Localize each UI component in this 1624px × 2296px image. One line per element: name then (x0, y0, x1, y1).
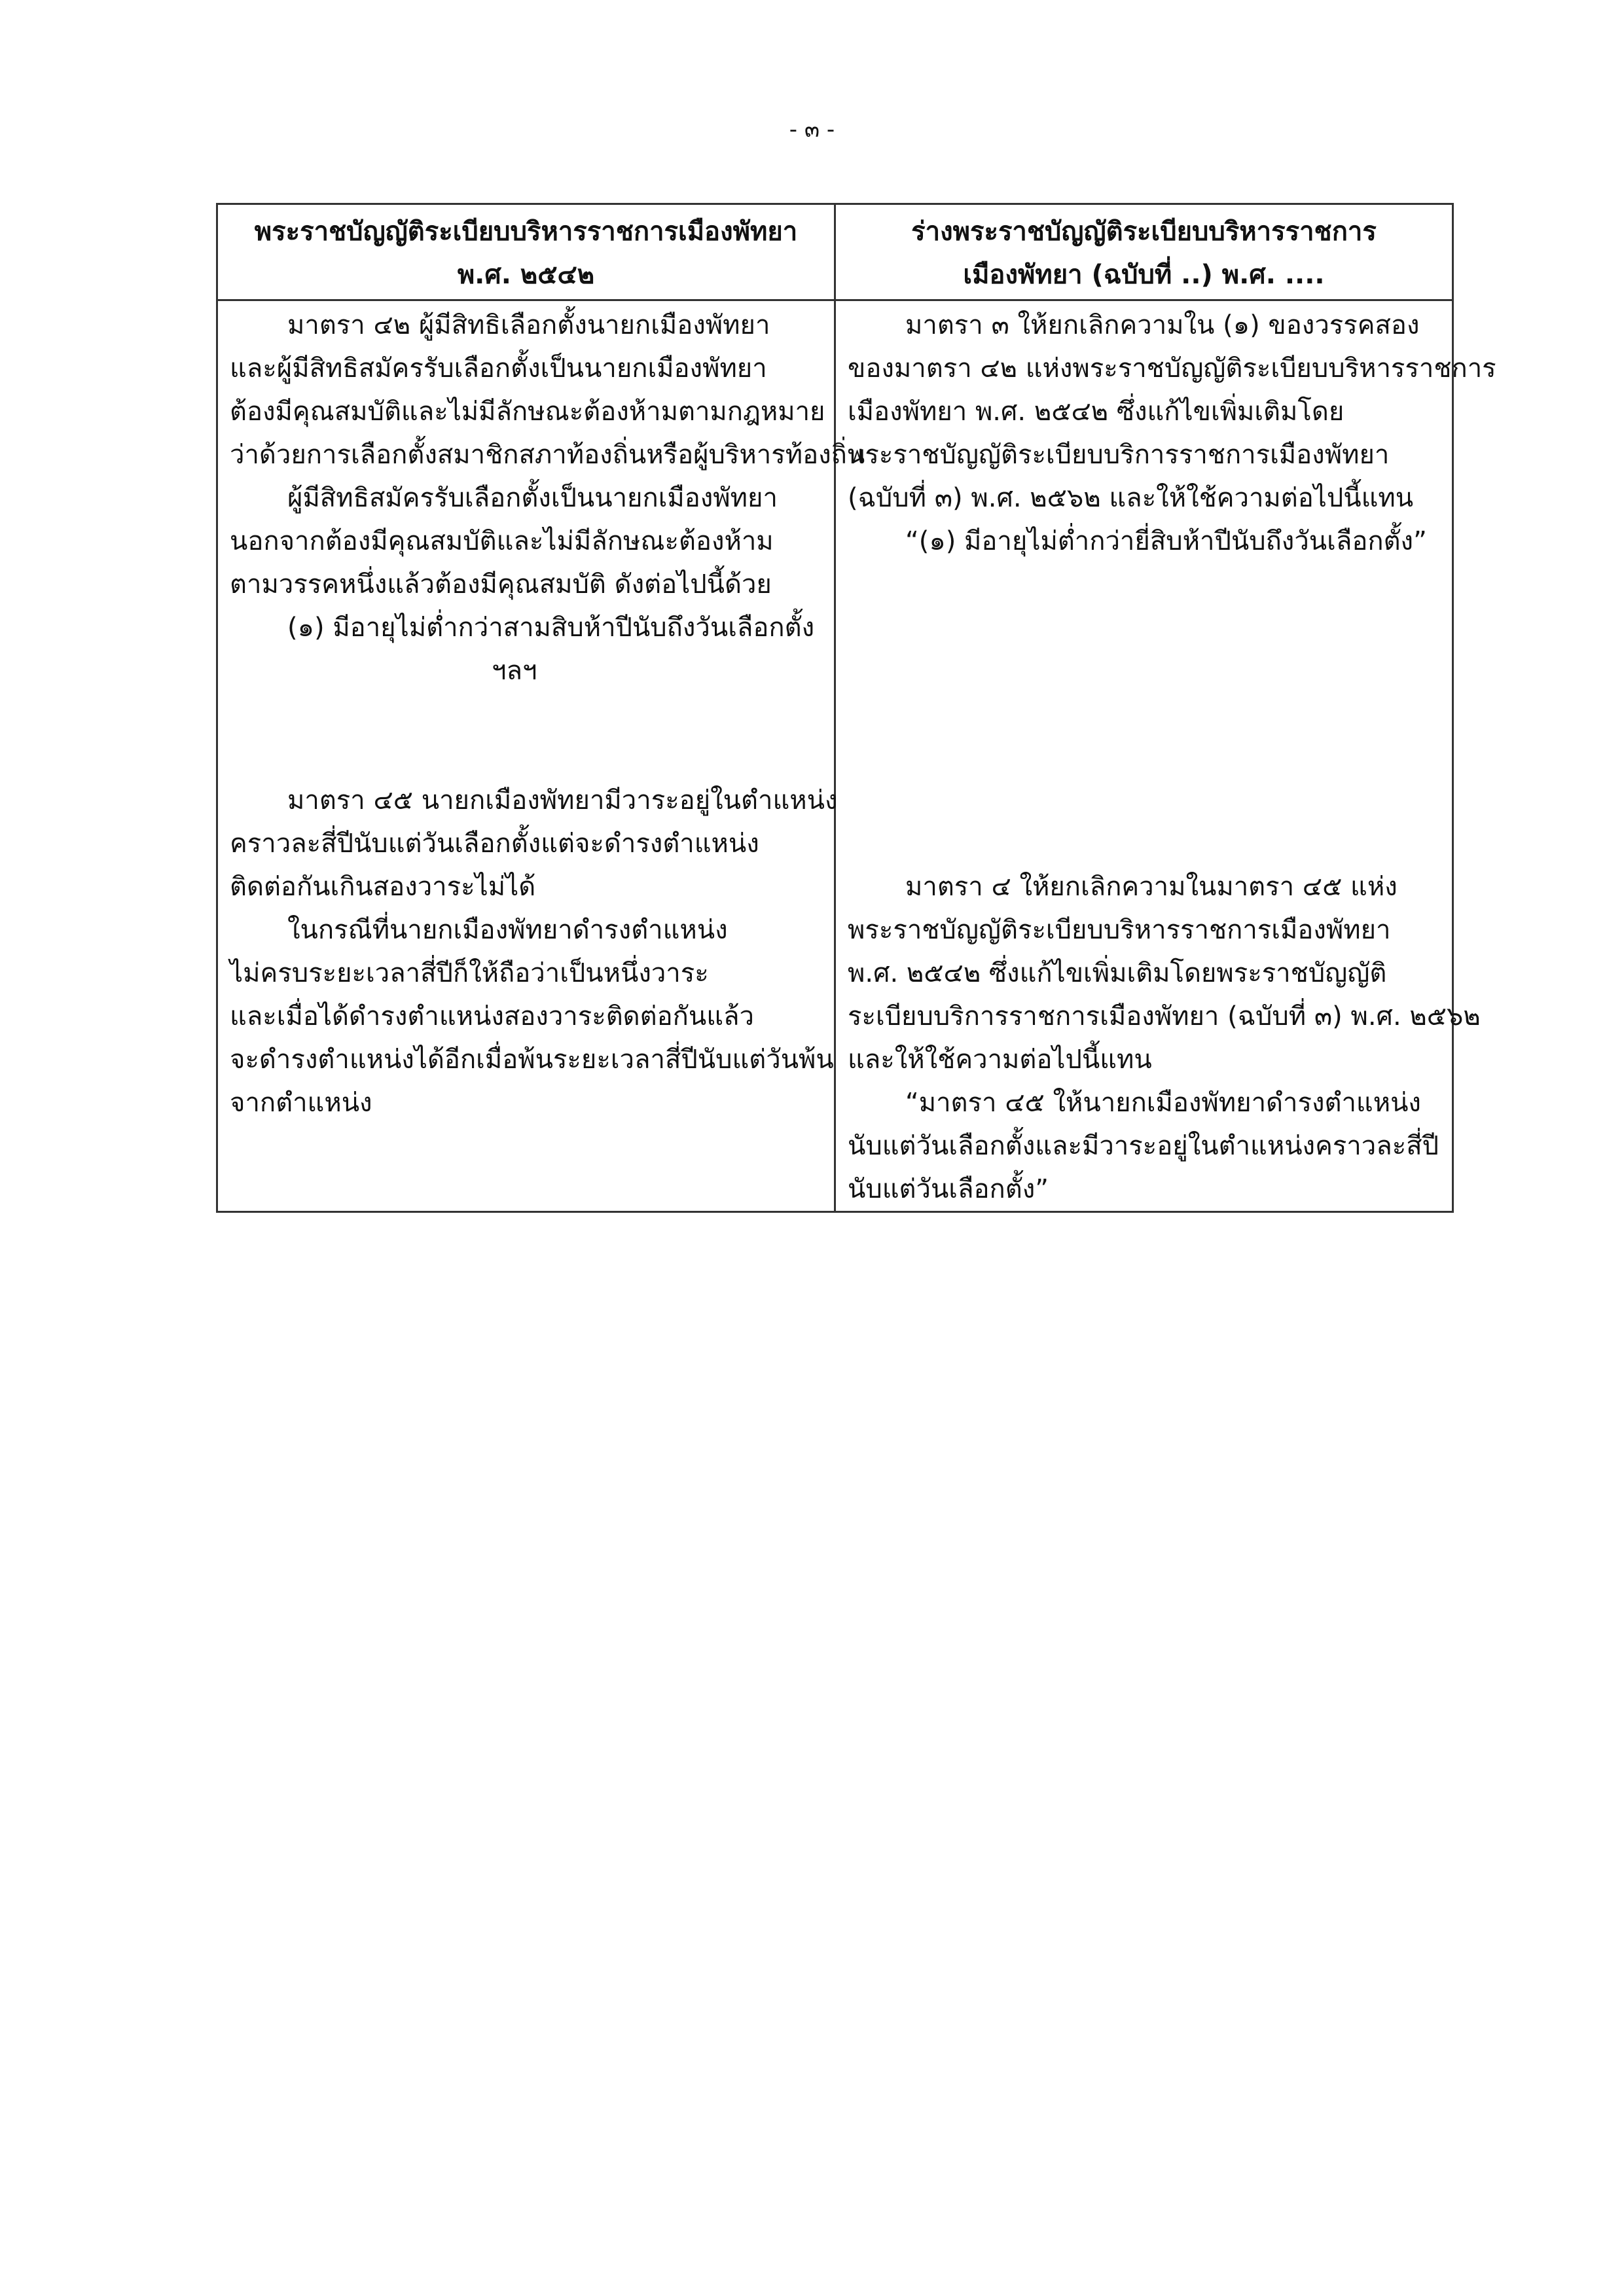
draft-section-4-text: นับแต่วันเลือกตั้งและมีวาระอยู่ในตำแหน่งคราวละสี่ปี (848, 1131, 1439, 1161)
current-act-header (217, 204, 835, 300)
section-45-text: ในกรณีที่นายกเมืองพัทยาดำรงตำแหน่ง (287, 915, 728, 945)
section-45-text: ไม่ครบระยะเวลาสี่ปีก็ให้ถือว่าเป็นหนึ่งวาระ (230, 958, 709, 988)
draft-section-3-text: พระราชบัญญัติระเบียบบริการราชการเมืองพัทยา (848, 440, 1390, 470)
section-42-text: ว่าด้วยการเลือกตั้งสมาชิกสภาท้องถิ่นหรือผู้บริหารท้องถิ่น (230, 440, 865, 470)
section-45-text: คราวละสี่ปีนับแต่วันเลือกตั้งแต่จะดำรงตำแหน่ง (230, 829, 759, 859)
section-45-text: จะดำรงตำแหน่งได้อีกเมื่อพ้นระยะเวลาสี่ปีนับแต่วันพ้น (230, 1045, 834, 1075)
header-line: ร่างพระราชบัญญัติระเบียบบริหารราชการ (911, 217, 1377, 247)
section-spacer (230, 692, 822, 779)
section-45-text: และเมื่อได้ดำรงตำแหน่งสองวาระติดต่อกันแล้ว (230, 1001, 754, 1031)
table-header-row (217, 204, 1453, 300)
section-45-text: จากตำแหน่ง (230, 1088, 372, 1118)
section-42-text: ตามวรรคหนึ่งแล้วต้องมีคุณสมบัติ ดังต่อไปนี้ด้วย (230, 569, 772, 600)
section-45-text: ติดต่อกันเกินสองวาระไม่ได้ (230, 872, 536, 902)
section-42-text: นอกจากต้องมีคุณสมบัติและไม่มีลักษณะต้องห้าม (230, 526, 774, 556)
section-42-text: (๑) มีอายุไม่ต่ำกว่าสามสิบห้าปีนับถึงวันเลือกตั้ง (287, 613, 815, 643)
page-number: - ๓ - (789, 117, 835, 143)
draft-section-4-text: และให้ใช้ความต่อไปนี้แทน (848, 1045, 1152, 1075)
table-body-row (217, 300, 1453, 1212)
current-act-cell (217, 300, 865, 1212)
draft-section-4-text: พ.ศ. ๒๕๔๒ ซึ่งแก้ไขเพิ่มเติมโดยพระราชบัญญัติ (848, 958, 1387, 988)
section-42-text: ต้องมีคุณสมบัติและไม่มีลักษณะต้องห้ามตามกฎหมาย (230, 397, 825, 427)
section-42-etc: ฯลฯ (492, 656, 537, 686)
section-42-text: และผู้มีสิทธิสมัครรับเลือกตั้งเป็นนายกเมืองพัทยา (230, 353, 767, 384)
draft-section-3-text: มาตรา ๓ ให้ยกเลิกความใน (๑) ของวรรคสอง (905, 310, 1420, 340)
header-line: พระราชบัญญัติระเบียบบริหารราชการเมืองพัทยา (254, 217, 798, 247)
draft-section-3-text: “(๑) มีอายุไม่ต่ำกว่ายี่สิบห้าปีนับถึงวันเลือกตั้ง” (905, 526, 1427, 556)
draft-section-4-text: ระเบียบบริการราชการเมืองพัทยา (ฉบับที่ ๓) พ.ศ. ๒๕๖๒ (848, 1001, 1481, 1031)
draft-act-cell (835, 300, 1496, 1212)
header-line: เมืองพัทยา (ฉบับที่ ..) พ.ศ. .... (963, 260, 1325, 290)
section-spacer (848, 563, 1440, 865)
draft-section-4-text: พระราชบัญญัติระเบียบบริหารราชการเมืองพัทยา (848, 915, 1391, 945)
draft-section-3-text: (ฉบับที่ ๓) พ.ศ. ๒๕๖๒ และให้ใช้ความต่อไปนี้แทน (848, 483, 1414, 513)
section-42-text: ผู้มีสิทธิสมัครรับเลือกตั้งเป็นนายกเมืองพัทยา (287, 483, 778, 513)
section-42-text: มาตรา ๔๒ ผู้มีสิทธิเลือกตั้งนายกเมืองพัทยา (287, 310, 770, 340)
draft-section-4-text: นับแต่วันเลือกตั้ง” (848, 1174, 1049, 1204)
header-line: พ.ศ. ๒๕๔๒ (457, 260, 595, 290)
draft-section-4-text: “มาตรา ๔๕ ให้นายกเมืองพัทยาดำรงตำแหน่ง (905, 1088, 1421, 1118)
draft-section-4-text: มาตรา ๔ ให้ยกเลิกความในมาตรา ๔๕ แห่ง (905, 872, 1398, 902)
draft-section-3-text: เมืองพัทยา พ.ศ. ๒๕๔๒ ซึ่งแก้ไขเพิ่มเติมโดย (848, 397, 1344, 427)
draft-act-header (835, 204, 1453, 300)
section-45-text: มาตรา ๔๕ นายกเมืองพัทยามีวาระอยู่ในตำแหน่ง (287, 785, 838, 816)
draft-section-3-text: ของมาตรา ๔๒ แห่งพระราชบัญญัติระเบียบบริหารราชการ (848, 353, 1496, 384)
comparison-table (216, 203, 1496, 1213)
